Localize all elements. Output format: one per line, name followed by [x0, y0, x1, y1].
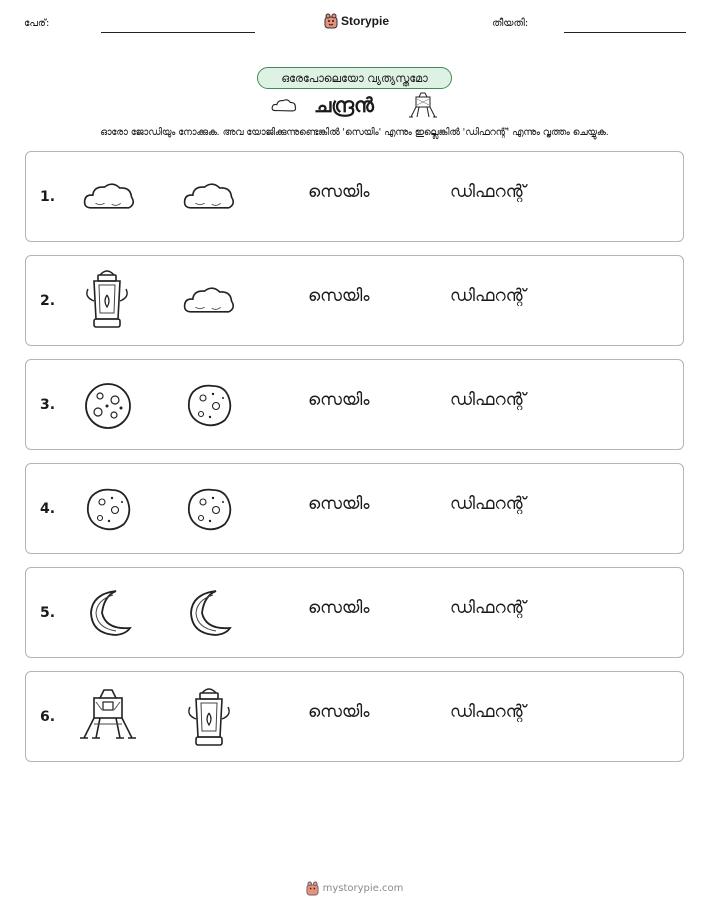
worksheet-type-badge: ഒരേപോലെയോ വ്യത്യസ്തമോ: [257, 67, 452, 89]
footer: [0, 881, 709, 896]
question-row-1: [25, 151, 684, 242]
different-option[interactable]: ഡിഫറന്റ്: [450, 182, 526, 202]
date-field[interactable]: [564, 32, 686, 33]
same-option[interactable]: സെയിം: [308, 286, 370, 306]
title-cloud-icon: [270, 97, 298, 115]
name-field[interactable]: [101, 32, 255, 33]
name-label: പേര്:: [24, 18, 50, 29]
different-option[interactable]: ഡിഫറന്റ്: [450, 494, 526, 514]
different-option[interactable]: ഡിഫറന്റ്: [450, 702, 526, 722]
row-number: 5.: [40, 605, 56, 621]
moon-rock-icon: [185, 486, 233, 532]
question-row-4: [25, 463, 684, 554]
cloud-icon: [82, 178, 136, 216]
storypie-mascot-icon: [324, 13, 338, 29]
brand-name: Storypie: [341, 14, 390, 28]
cloud-icon: [182, 178, 236, 216]
same-option[interactable]: സെയിം: [308, 702, 370, 722]
same-option[interactable]: സെയിം: [308, 494, 370, 514]
instruction-text: ഓരോ ജോഡിയും നോക്കുക. അവ യോജിക്കുന്നുണ്ടെങ്കിൽ 'സെയിം' എന്നും ഇല്ലെങ്കിൽ 'ഡിഫറന്റ്' എന്നും വൃത്തം ചെയ്യുക.: [100, 127, 609, 138]
title-lunar-lander-icon: [408, 92, 438, 120]
cloud-icon: [182, 282, 236, 320]
different-option[interactable]: ഡിഫറന്റ്: [450, 390, 526, 410]
moon-rock-icon: [84, 486, 132, 532]
same-option[interactable]: സെയിം: [308, 390, 370, 410]
title-row: [268, 92, 443, 120]
brand-logo: [324, 13, 389, 29]
moon-rock-icon: [185, 382, 233, 428]
date-label: തീയതി:: [492, 18, 529, 29]
crescent-moon-icon: [86, 588, 132, 638]
row-number: 2.: [40, 293, 56, 309]
different-option[interactable]: ഡിഫറന്റ്: [450, 598, 526, 618]
question-row-6: [25, 671, 684, 762]
different-option[interactable]: ഡിഫറന്റ്: [450, 286, 526, 306]
question-row-3: [25, 359, 684, 450]
same-option[interactable]: സെയിം: [308, 598, 370, 618]
row-number: 6.: [40, 709, 56, 725]
worksheet-title: ചന്ദ്രൻ: [314, 93, 374, 117]
footer-url[interactable]: mystorypie.com: [322, 883, 404, 894]
question-row-5: [25, 567, 684, 658]
row-number: 4.: [40, 501, 56, 517]
same-option[interactable]: സെയിം: [308, 182, 370, 202]
question-row-2: [25, 255, 684, 346]
lantern-icon: [84, 267, 130, 333]
lunar-lander-icon: [78, 688, 138, 744]
full-moon-icon: [84, 382, 132, 430]
storypie-mascot-icon: [306, 881, 319, 896]
crescent-moon-icon: [186, 588, 232, 638]
lantern-icon: [186, 685, 232, 751]
row-number: 3.: [40, 397, 56, 413]
row-number: 1.: [40, 189, 56, 205]
